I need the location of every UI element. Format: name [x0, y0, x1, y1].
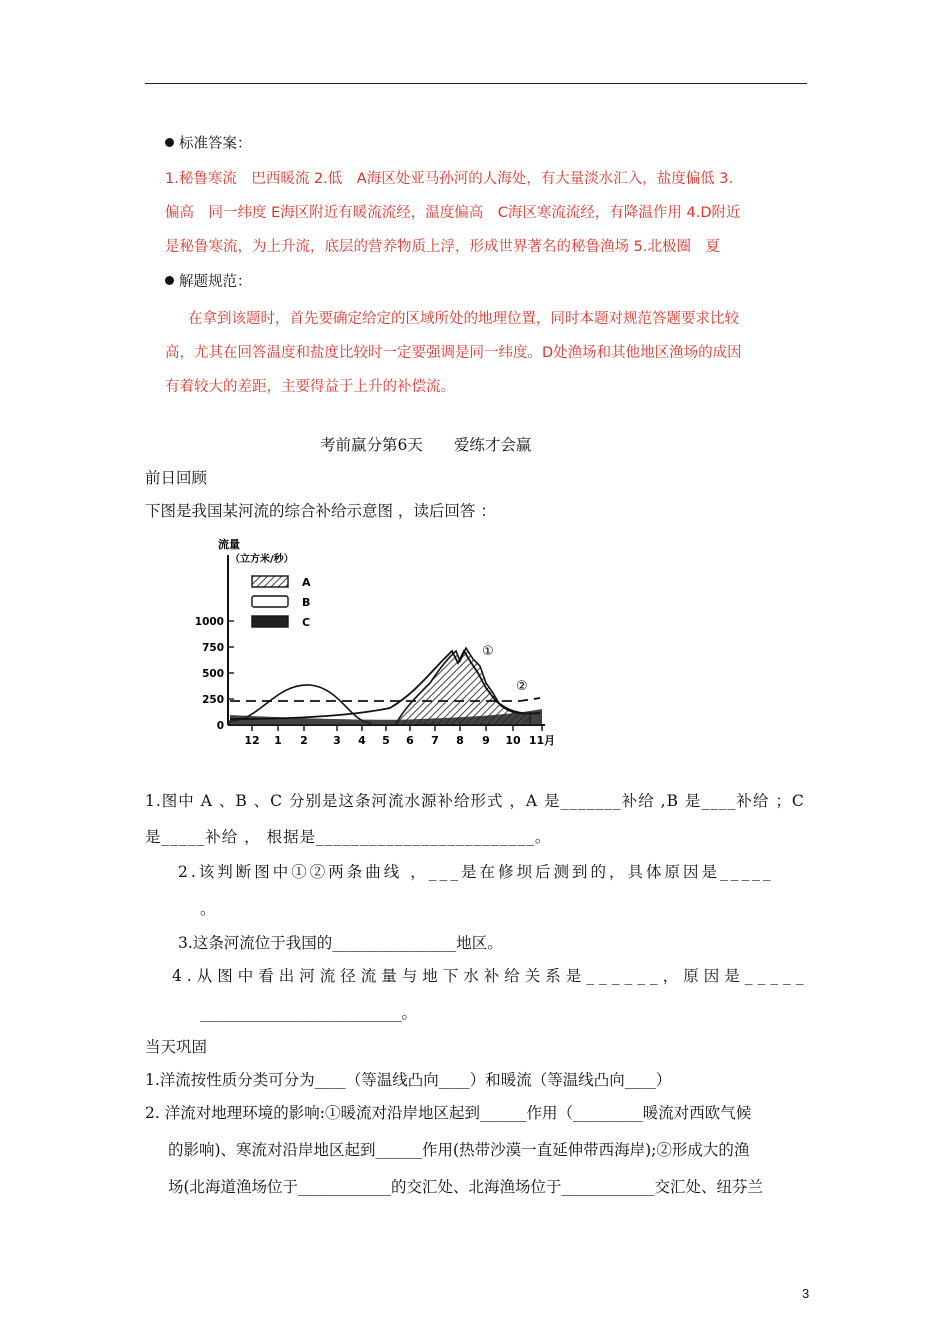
guide-line: 有着较大的差距，主要得益于上升的补偿流。 — [165, 379, 455, 395]
answer-line: 偏高 同一纬度 E海区附近有暖流流经，温度偏高 C海区寒流流经，有降温作用 4.D附近 — [165, 205, 741, 221]
page-number: 3 — [802, 1286, 810, 1301]
guide-heading — [165, 272, 252, 292]
question-4-line-1: 4.从图中看出河流径流量与地下水补给关系是______，原因是_____ — [172, 967, 809, 985]
y-tick-label: 1000 — [194, 616, 224, 628]
x-tick-label: 8 — [456, 734, 464, 747]
curve-2-label: ② — [516, 679, 528, 694]
curve-1-label: ① — [482, 644, 494, 659]
question-4-line-2: __________________________。 — [200, 1004, 418, 1022]
guide-line: 高，尤其在回答温度和盐度比较时一定要强调是同一纬度。D处渔场和其他地区渔场的成因 — [165, 345, 742, 361]
y-tick-label: 250 — [202, 694, 224, 706]
x-tick-label: 5 — [382, 734, 390, 747]
legend-label-a: A — [302, 576, 311, 589]
question-3: 3.这条河流位于我国的________________地区。 — [178, 934, 503, 952]
legend-label-c: C — [302, 616, 311, 629]
answer-heading — [165, 134, 252, 154]
y-tick-label: 500 — [202, 668, 224, 680]
x-tick-label: 6 — [406, 734, 414, 747]
bullet-icon — [165, 276, 174, 285]
x-tick-label: 12 — [244, 734, 260, 747]
x-tick-label: 1 — [274, 734, 282, 747]
river-recharge-chart — [190, 533, 570, 758]
y-axis-unit: （立方米/秒） — [230, 554, 294, 565]
series-a-area — [395, 648, 530, 725]
x-tick-label: 9 — [482, 734, 490, 747]
x-tick-label: 4 — [358, 734, 366, 747]
question-2-line-2: 。 — [200, 900, 216, 918]
question-1-line-1: 1.图中 A 、B 、C 分别是这条河流水源补给形式 ，A 是_______补给 ,B 是____补给 ；C — [145, 792, 805, 810]
header-rule — [145, 83, 807, 84]
legend-label-b: B — [302, 596, 311, 609]
x-tick-label: 3 — [333, 734, 341, 747]
answer-line: 是秘鲁寒流，为上升流，底层的营养物质上浮，形成世界著名的秘鲁渔场 5.北极圈 夏 — [165, 239, 720, 255]
intro-text: 下图是我国某河流的综合补给示意图 ，读后回答 ： — [145, 502, 496, 520]
x-tick-label: 7 — [431, 734, 439, 747]
legend-swatch-c — [252, 616, 288, 627]
guide-heading-text: 解题规范： — [179, 274, 252, 290]
x-tick-label: 10 — [505, 734, 521, 747]
consolidate-line: 1.洋流按性质分类可分为____（等温线凸向____）和暖流（等温线凸向____） — [145, 1071, 672, 1089]
y-tick-label: 750 — [202, 642, 224, 654]
bullet-icon — [165, 138, 174, 147]
question-2-line-1: 2.该判断图中①②两条曲线 ，___是在修坝后测到的，具体原因是_____ — [178, 863, 774, 881]
consolidate-line: 场(北海道渔场位于____________的交汇处、北海渔场位于____________交汇处、纽芬兰 — [168, 1178, 764, 1196]
guide-line: 在拿到该题时，首先要确定给定的区域所处的地理位置，同时本题对规范答题要求比较 — [188, 311, 739, 327]
consolidate-line: 的影响)、寒流对沿岸地区起到______作用(热带沙漠一直延伸带西海岸);②形成大的渔 — [168, 1141, 750, 1159]
x-tick-label: 2 — [300, 734, 308, 747]
section-title: 考前赢分第6天 爱练才会赢 — [320, 436, 532, 454]
legend-swatch-b — [252, 596, 288, 607]
today-heading: 当天巩固 — [145, 1038, 208, 1056]
consolidate-line: 2. 洋流对地理环境的影响:①暖流对沿岸地区起到______作用（_________暖流对西欧气候 — [145, 1104, 752, 1122]
y-tick-label: 0 — [216, 720, 224, 732]
legend-swatch-a — [252, 576, 288, 587]
review-heading: 前日回顾 — [145, 469, 208, 487]
answer-heading-text: 标准答案： — [179, 136, 252, 152]
question-1-line-2: 是_____补给 ， 根据是_________________________。 — [145, 828, 552, 846]
x-tick-label: 11月 — [528, 734, 556, 747]
answer-line: 1.秘鲁寒流 巴西暖流 2.低 A海区处亚马孙河的人海处，有大量淡水汇入，盐度偏低 3. — [165, 171, 734, 187]
y-axis-label: 流量 — [218, 538, 240, 551]
